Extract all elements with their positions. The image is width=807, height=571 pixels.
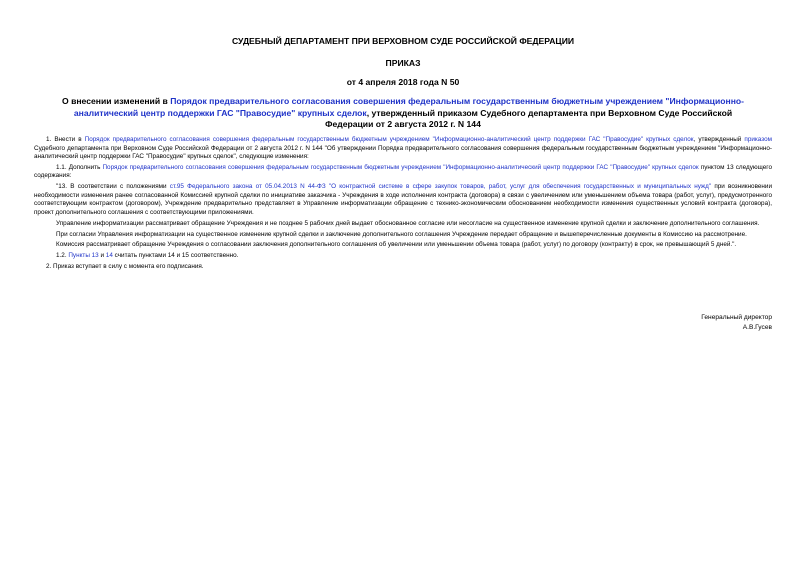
link-item-13[interactable]: Пункты 13 <box>68 252 99 260</box>
text: пунктом 13 следующего содержания: <box>34 163 773 180</box>
title-prefix: О внесении изменений в <box>62 96 171 106</box>
signature-block <box>572 313 772 333</box>
text: , утвержденный <box>693 136 745 143</box>
link-item-14[interactable]: 14 <box>105 252 113 260</box>
signer-position: Генеральный директор <box>701 314 772 321</box>
link-order-procedure[interactable]: Порядок предварительного согласования совершения федеральным государственным бюджетным учреждением "Информационно-аналитический центр поддержки ГАС "Правосудие" крупных сделок <box>84 136 694 143</box>
link-order-procedure-2[interactable]: Порядок предварительного согласования совершения федеральным государственным бюджетным учреждением "Информационно-аналитический центр поддержки ГАС "Правосудие" крупных сделок <box>102 163 699 171</box>
document-type: ПРИКАЗ <box>385 58 421 68</box>
text: "13. В соответствии с положениями <box>56 183 170 191</box>
text: 1.1. Дополнить <box>56 163 103 171</box>
document-title <box>52 96 754 131</box>
text: Судебного департамента при Верховном Суде Российской Федерации от 2 августа 2012 г. N 144 "Об утверждении Порядка предварительного согласования совершения федеральным государственным бюджетным учреждением "Информационно-аналитический центр поддержки ГАС "Правосудие" крупных сделок", следующие изменения: <box>34 144 772 160</box>
link-federal-law-44[interactable]: ст.95 Федерального закона от 05.04.2013 N 44-ФЗ "О контрактной системе в сфере закупок товаров, работ, услуг для обеспечения государственных и муниципальных нужд" <box>169 183 712 191</box>
text: 1.2. <box>56 252 69 260</box>
text: 1. Внести в <box>46 136 85 143</box>
title-suffix: , утвержденный приказом Судебного департамента при Верховном Суде Российской Федерации от 2 августа 2012 г. N 144 <box>325 107 733 129</box>
link-decree[interactable]: приказом <box>744 136 772 143</box>
paragraph-agreement: При согласии Управления информатизации на существенное изменение крупной сделки и заключение дополнительного соглашения Учреждение передает обращение и вышеперечисленные документы в Комиссию на рассмотрение. <box>56 230 747 238</box>
paragraph-informatization: Управление информатизации рассматривает обращение Учреждения и не позднее 5 рабочих дней выдает обоснованное согласие или несогласие на существенное изменение крупной сделки и заключение дополнительного соглашения. <box>56 219 760 227</box>
paragraph-1 <box>34 136 772 162</box>
signer-name: А.В.Гусев <box>742 324 772 331</box>
document-body <box>34 136 772 274</box>
organization-name: СУДЕБНЫЙ ДЕПАРТАМЕНТ ПРИ ВЕРХОВНОМ СУДЕ РОССИЙСКОЙ ФЕДЕРАЦИИ <box>231 36 575 46</box>
paragraph-commission: Комиссия рассматривает обращение Учреждения о согласовании заключения дополнительного соглашения об увеличении или уменьшении объема товара (работ, услуг) по договору (контракту) в срок, не превышающий 5 дней.". <box>56 241 737 249</box>
paragraph-13 <box>34 183 772 217</box>
paragraph-1-1 <box>34 164 772 181</box>
text: считать пунктами 14 и 15 соответственно. <box>112 252 239 260</box>
title-link-order[interactable]: Порядок предварительного согласования совершения федеральным государственным бюджетным учреждением "Информационно-аналитический центр поддержки ГАС "Правосудие" крупных сделок <box>73 96 744 118</box>
text: при возникновении необходимости изменения ранее согласованной Комиссией крупной сделки по инициативе заказчика - Учреждения в ходе исполнения контракта (договора) в связи с увеличением или уменьшением объема товара (работ, услуг), предусмотренного соответствующим контрактом (договором), Учреждение предварительно представляет в Управление информатизации обращение с технико-экономическим обоснованием необходимости изменения существенных условий контракта (договора), проект дополнительного соглашения с соответствующими приложениями. <box>34 183 772 216</box>
paragraph-2: 2. Приказ вступает в силу с момента его подписания. <box>46 263 204 271</box>
paragraph-1-2 <box>34 252 772 261</box>
document-date: от 4 апреля 2018 года N 50 <box>346 77 460 87</box>
text: и <box>98 252 106 260</box>
